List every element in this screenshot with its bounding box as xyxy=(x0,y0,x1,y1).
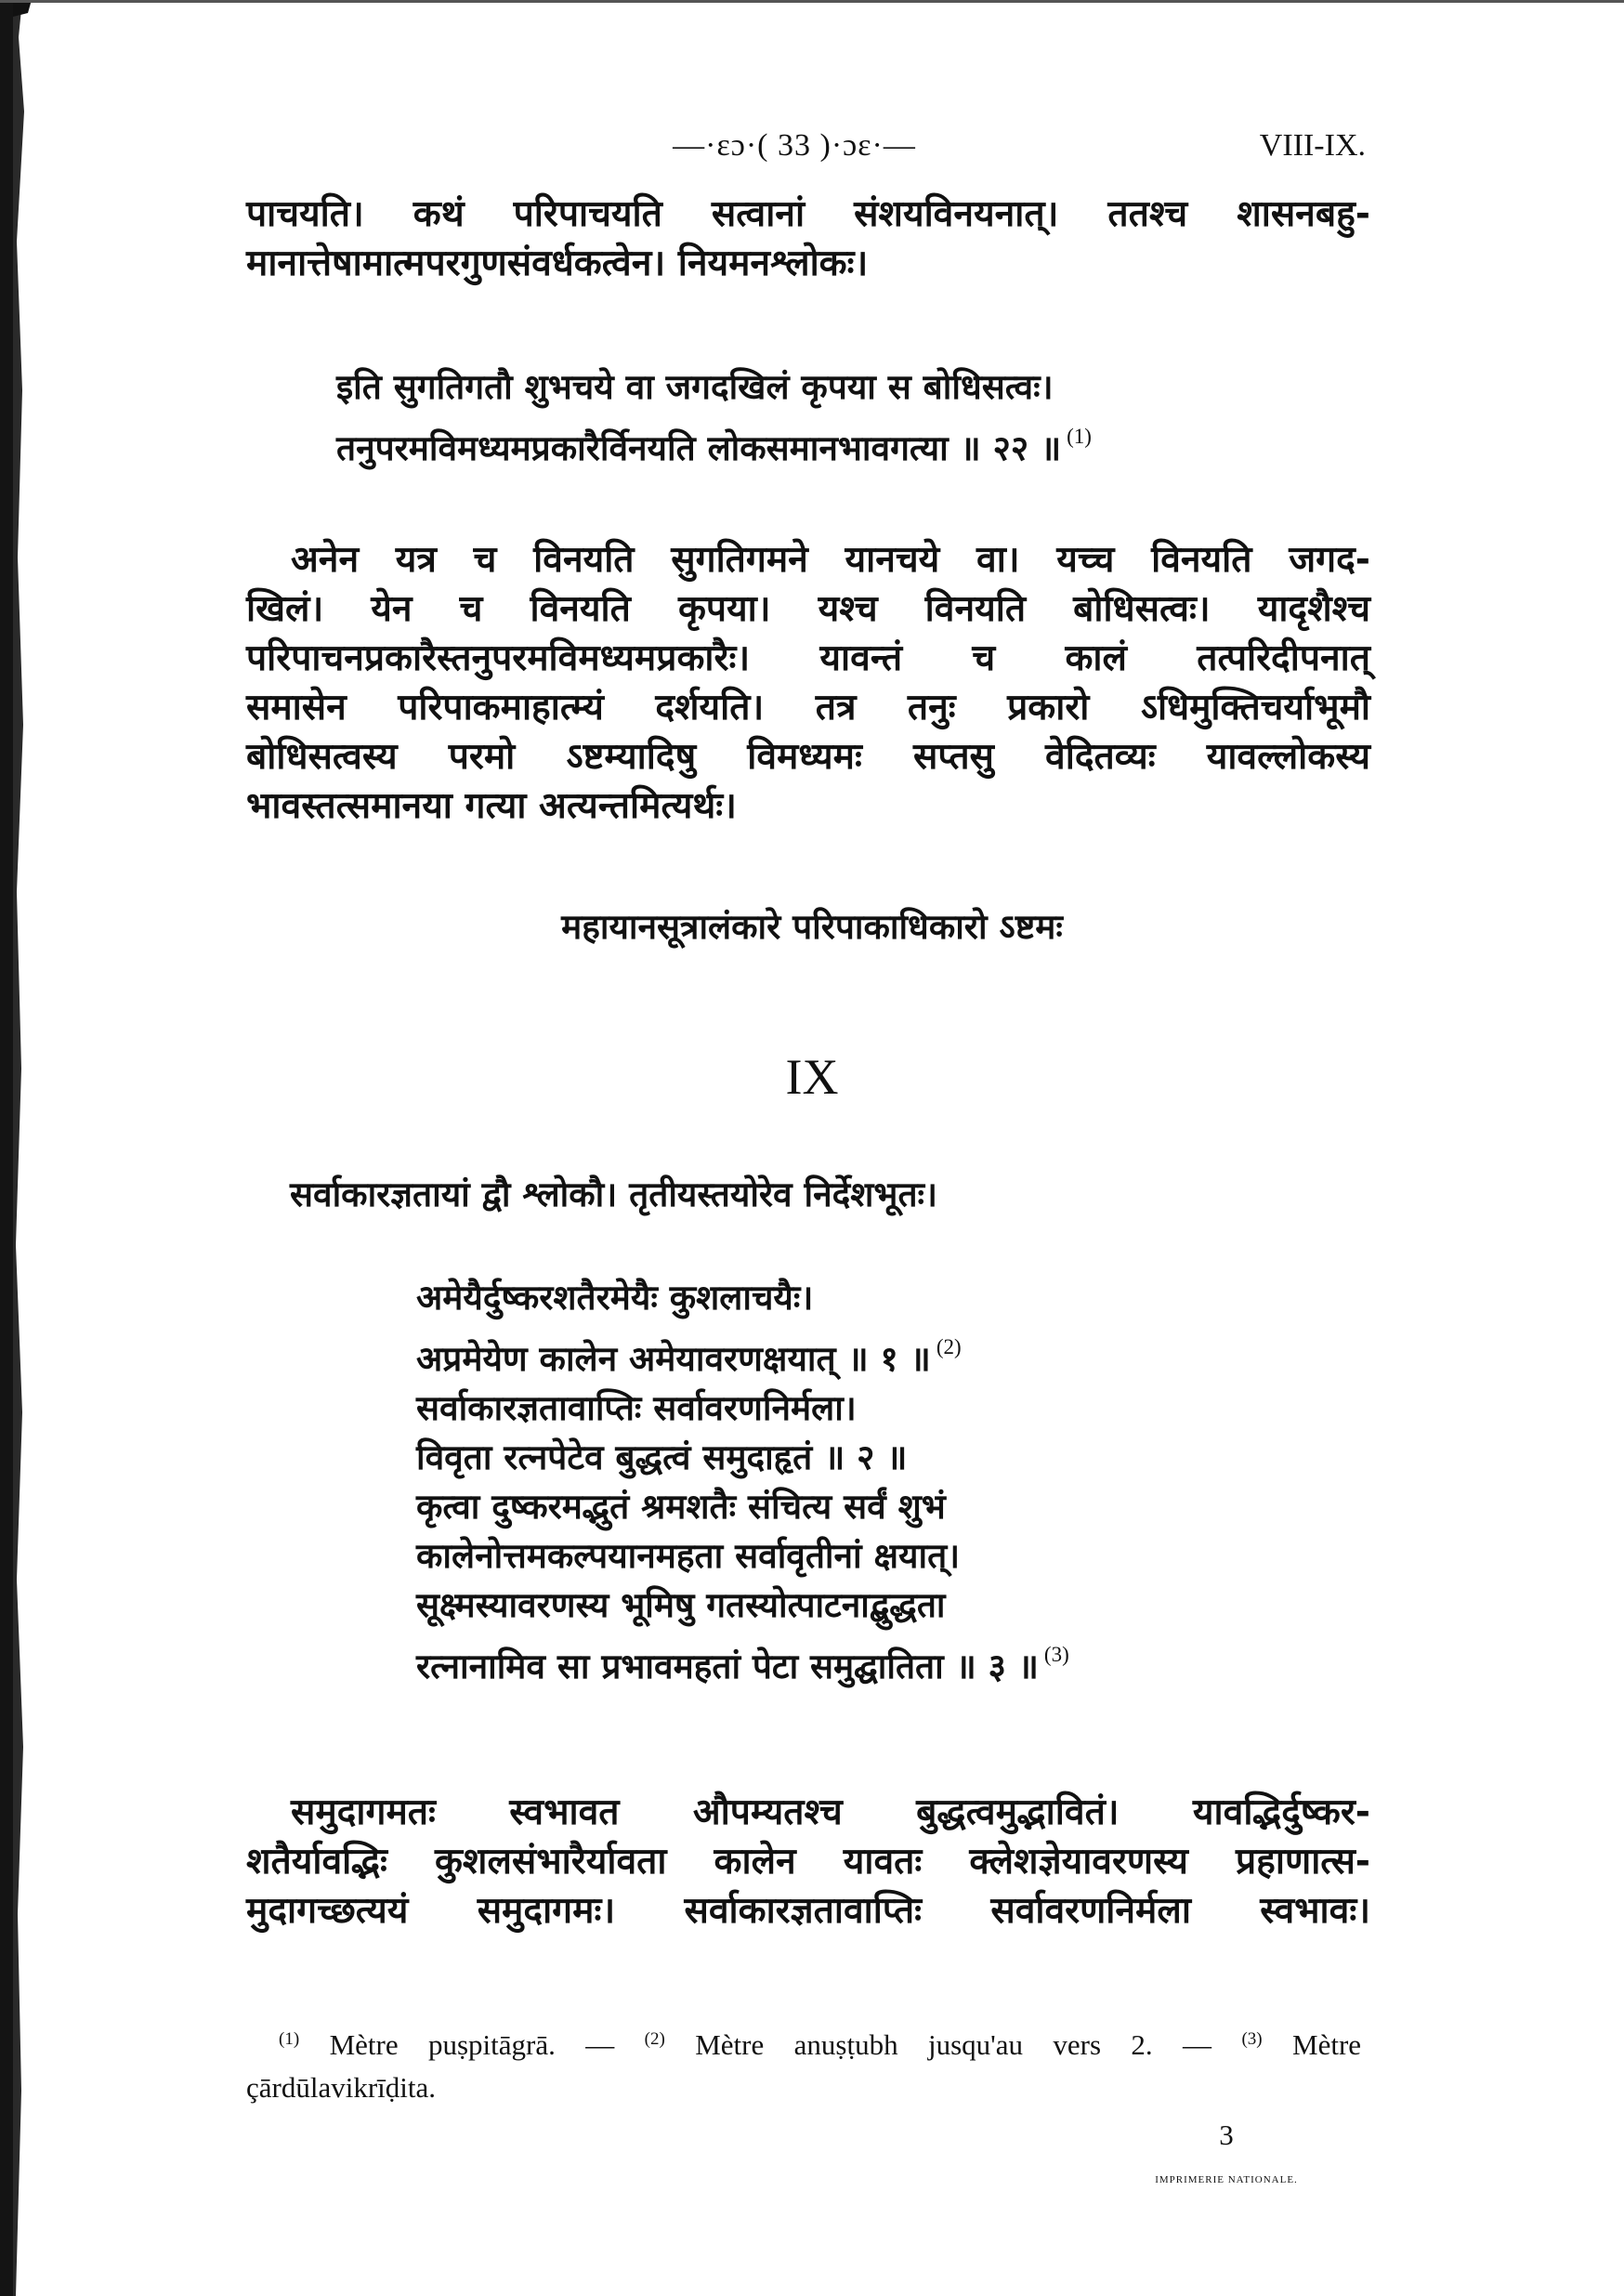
verse-line: इति सुगतिगतौ शुभचये वा जगदखिलं कृपया स बोधिसत्वः। xyxy=(336,367,1054,407)
footnote-mark-3: (3) xyxy=(1241,2029,1263,2049)
verse-line xyxy=(336,412,1092,473)
verse-text: तनुपरमविमध्यमप्रकारैर्विनयति लोकसमानभावगत्या ॥ २२ ॥ xyxy=(336,428,1062,468)
text-line: भावस्तत्समानया गत्या अत्यन्तमित्यर्थः। xyxy=(246,785,737,827)
verse-line: कालेनोत्तमकल्पयानमहता सर्वावृतीनां क्षयात्। xyxy=(416,1536,961,1576)
verse-line xyxy=(416,1322,1069,1384)
text-line: अनेन यत्र च विनयति सुगतिगमने यानचये वा। यच्च विनयति जगद- xyxy=(291,539,1370,581)
gathering-signature: 3 xyxy=(1219,2119,1234,2151)
running-page-number: —·ɛɔ·( 33 )·ɔɛ·— xyxy=(673,128,916,163)
verse-text: अप्रमेयेण कालेन अमेयावरणक्षयात् ॥ १ ॥ xyxy=(416,1339,931,1379)
verse-line: विवृता रत्नपेटेव बुद्धत्वं समुदाहृतं ॥ २ ॥ xyxy=(416,1437,908,1477)
chapter-heading: IX xyxy=(785,1049,839,1105)
footnote-line xyxy=(246,2018,1361,2066)
verse-22 xyxy=(336,362,1092,473)
verse-text: रत्नानामिव सा प्रभावमहतां पेटा समुद्घातिता ॥ ३ ॥ xyxy=(416,1647,1039,1686)
text-line: समासेन परिपाकमाहात्म्यं दर्शयति। तत्र तनुः प्रकारो ऽधिमुक्तिचर्याभूमौ xyxy=(246,687,1370,728)
paragraph-commentary-2 xyxy=(246,535,1370,831)
footnote-ref-3[interactable]: (3) xyxy=(1043,1643,1069,1666)
text-line: शतैर्यावद्भिः कुशलसंभारैर्यावता कालेन यावतः क्लेशज्ञेयावरणस्य प्रहाणात्स- xyxy=(246,1841,1370,1883)
footnote-3-continuation: çārdūlavikrīḍita. xyxy=(246,2071,436,2104)
printer-imprint: IMPRIMERIE NATIONALE. xyxy=(1155,2174,1298,2185)
chapter-intro-line: सर्वाकारज्ञतायां द्वौ श्लोकौ। तृतीयस्तयोरेव निर्देशभूतः। xyxy=(290,1174,938,1214)
verse-line: कृत्वा दुष्करमद्भुतं श्रमशतैः संचित्य सर्वं शुभं xyxy=(416,1487,946,1527)
footnote-2-text: Mètre anuṣṭubh jusqu'au vers 2. — xyxy=(695,2028,1212,2061)
verse-line: सर्वाकारज्ञतावाप्तिः सर्वावरणनिर्मला। xyxy=(416,1388,857,1428)
paragraph-commentary-3 xyxy=(246,1788,1370,1935)
verses-1-3 xyxy=(416,1273,1069,1691)
footnote-1-text: Mètre puṣpitāgrā. — xyxy=(329,2028,615,2061)
verse-line: सूक्ष्मस्यावरणस्य भूमिषु गतस्योत्पाटनाद्बुद्धता xyxy=(416,1585,946,1625)
text-line: मुदागच्छत्ययं समुदागमः। सर्वाकारज्ञतावाप्तिः सर्वावरणनिर्मला स्वभावः। xyxy=(246,1890,1370,1932)
chapter-colophon: महायानसूत्रालंकारे परिपाकाधिकारो ऽष्टमः xyxy=(561,907,1063,947)
footnote-ref-2[interactable]: (2) xyxy=(936,1335,962,1358)
text-line: परिपाचनप्रकारैस्तनुपरमविमध्यमप्रकारैः। यावन्तं च कालं तत्परिदीपनात् xyxy=(246,637,1370,679)
verse-line xyxy=(416,1630,1069,1691)
text-line: समुदागमतः स्वभावत औपम्यतश्च बुद्धत्वमुद्भावितं। यावद्भिर्दुष्कर- xyxy=(291,1791,1370,1833)
text-line: खिलं। येन च विनयति कृपया। यश्च विनयति बोधिसत्वः। यादृशैश्च xyxy=(246,588,1370,630)
footnote-mark-1: (1) xyxy=(279,2029,300,2049)
footnote-3-text: Mètre xyxy=(1292,2028,1362,2061)
paragraph-commentary-1 xyxy=(246,190,1370,288)
footnote-ref-1[interactable]: (1) xyxy=(1067,425,1092,448)
page-top-edge xyxy=(0,0,1624,9)
text-line: पाचयति। कथं परिपाचयति सत्वानां संशयविनयनात्। ततश्च शासनबहु- xyxy=(246,193,1370,235)
text-line: मानात्तेषामात्मपरगुणसंवर्धकत्वेन। नियमनश्लोकः। xyxy=(246,243,869,284)
running-chapter-range: VIII-IX. xyxy=(1259,128,1366,163)
verse-line: अमेयैर्दुष्करशतैरमेयैः कुशलाचयैः। xyxy=(416,1278,814,1318)
binding-edge xyxy=(0,0,32,2296)
text-line: बोधिसत्वस्य परमो ऽष्टम्यादिषु विमध्यमः सप्तसु वेदितव्यः यावल्लोकस्य xyxy=(246,736,1370,778)
footnote-mark-2: (2) xyxy=(644,2029,665,2049)
footnotes xyxy=(246,2018,1361,2109)
